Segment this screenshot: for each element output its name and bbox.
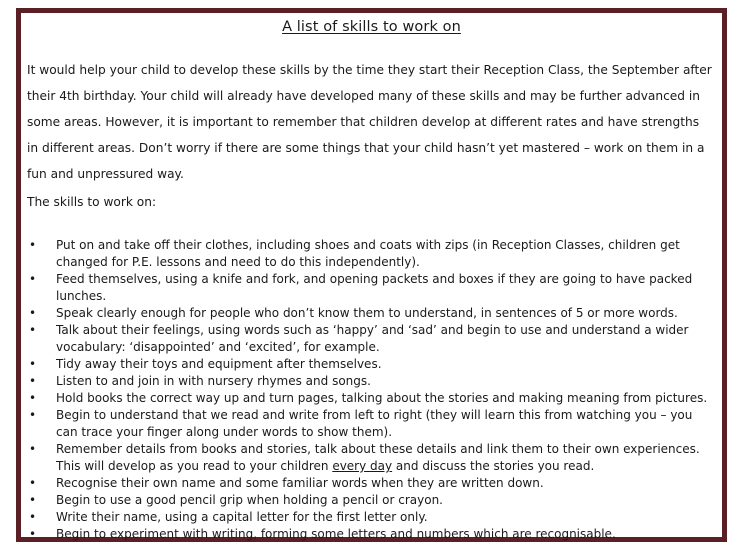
list-item-text: Listen to and join in with nursery rhymes and songs. [56, 374, 371, 388]
list-item [27, 441, 717, 475]
list-item-text: Speak clearly enough for people who don’t know them to understand, in sentences of 5 or more words. [56, 306, 678, 320]
list-item-text [56, 442, 700, 473]
emphasis-every-day: every day [332, 459, 393, 473]
list-item [27, 322, 717, 356]
list-item-text: Hold books the correct way up and turn pages, talking about the stories and making meaning from pictures. [56, 391, 708, 405]
list-item-text-part: and discuss the stories you read. [392, 459, 595, 473]
list-item-text: Recognise their own name and some familiar words when they are written down. [56, 476, 544, 490]
bullet-icon: • [29, 374, 37, 388]
bullet-icon: • [29, 527, 37, 541]
bullet-icon: • [29, 272, 37, 286]
bullet-icon: • [29, 391, 37, 405]
list-item-text: Put on and take off their clothes, including shoes and coats with zips (in Reception Classes, children get changed for P.E. lessons and need to do this independently). [56, 238, 680, 269]
list-item-text: Feed themselves, using a knife and fork, and opening packets and boxes if they are going to have packed lunches. [56, 272, 693, 303]
list-item [27, 526, 717, 543]
bullet-icon: • [29, 238, 37, 252]
list-item [27, 305, 717, 322]
list-item-text: Begin to understand that we read and write from left to right (they will learn this from watching you – you can trace your finger along under words to show them). [56, 408, 693, 439]
list-item [27, 390, 717, 407]
list-item-text-part: Remember details from books and stories, talk about these details and link them to their own experiences. This will develop as you read to your children [56, 442, 700, 473]
list-item-text: Tidy away their toys and equipment after themselves. [56, 357, 382, 371]
list-item [27, 356, 717, 373]
list-item-text: Write their name, using a capital letter for the first letter only. [56, 510, 428, 524]
bullet-icon: • [29, 493, 37, 507]
bullet-icon: • [29, 357, 37, 371]
list-item [27, 492, 717, 509]
list-item [27, 271, 717, 305]
skills-heading: The skills to work on: [27, 195, 157, 209]
bullet-icon: • [29, 408, 37, 422]
list-item [27, 373, 717, 390]
list-item [27, 407, 717, 441]
skills-list [27, 237, 717, 543]
bullet-icon: • [29, 306, 37, 320]
bullet-icon: • [29, 476, 37, 490]
intro-paragraph: It would help your child to develop these skills by the time they start their Reception Class, the September after their 4th birthday. Your child will already have developed many of these skills and may be further advanced in some areas. However, it is important to remember that children develop at different rates and have strengths in different areas. Don’t worry if there are some things that your child hasn’t yet mastered – work on them in a fun and unpressured way. [27, 63, 712, 181]
bullet-icon: • [29, 510, 37, 524]
list-item [27, 509, 717, 526]
list-item-text: Begin to experiment with writing, forming some letters and numbers which are recognisable. [56, 527, 616, 541]
bullet-icon: • [29, 323, 37, 337]
page-title: A list of skills to work on [282, 19, 461, 35]
document-frame [16, 8, 727, 542]
list-item [27, 475, 717, 492]
list-item-text: Talk about their feelings, using words such as ‘happy’ and ‘sad’ and begin to use and understand a wider vocabulary: ‘disappointed’ and ‘excited’, for example. [56, 323, 689, 354]
list-item [27, 237, 717, 271]
list-item-text: Begin to use a good pencil grip when holding a pencil or crayon. [56, 493, 443, 507]
bullet-icon: • [29, 442, 37, 456]
